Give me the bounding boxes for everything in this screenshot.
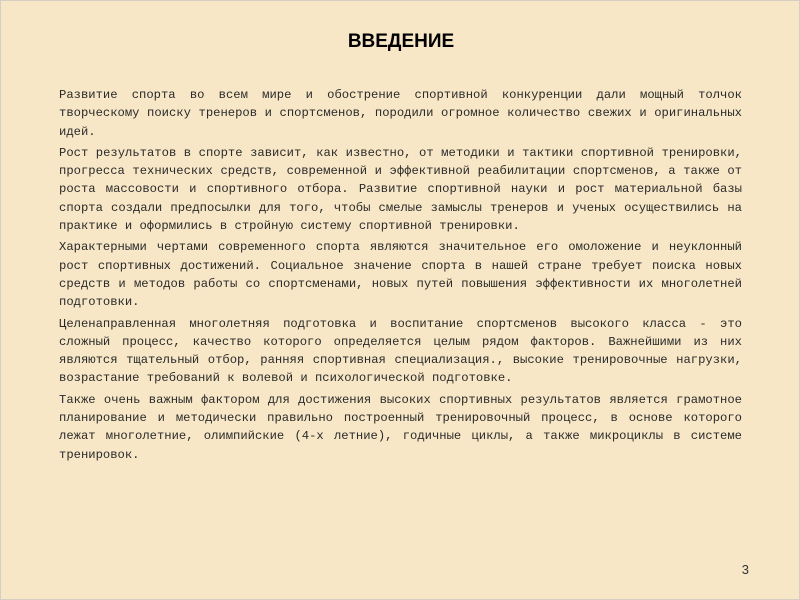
slide-title: ВВЕДЕНИЕ xyxy=(347,31,455,52)
paragraph-3: Характерными чертами современного спорта являются значительное его омоложение и неуклонный рост спортивных достижений. Социальное значение спорта в нашей стране требует поиска новых средств и методов работы со спортсменами, новых путей повышения эффективности их многолетней подготовки. xyxy=(59,240,742,310)
page-number: 3 xyxy=(741,562,749,577)
paragraph-1: Развитие спорта во всем мире и обострение спортивной конкуренции дали мощный толчок творческому поиску тренеров и спортсменов, породили огромное количество свежих и оригинальных идей. xyxy=(59,88,742,139)
paragraph-4: Целенаправленная многолетняя подготовка и воспитание спортсменов высокого класса - это сложный процесс, качество которого определяется целым рядом факторов. Важнейшими из них являются тщательный отбор, ранняя спортивная специализация., высокие тренировочные нагрузки, возрастание требований к волевой и психологической подготовке. xyxy=(59,316,742,386)
slide-body xyxy=(59,86,742,467)
paragraph-5: Также очень важным фактором для достижения высоких спортивных результатов является грамотное планирование и методически правильно построенный тренировочный процесс, в основе которого лежат многолетние, олимпийские (4-х летние), годичные циклы, а также микроциклы в системе тренировок. xyxy=(59,392,742,462)
paragraph-2: Рост результатов в спорте зависит, как известно, от методики и тактики спортивной тренировки, прогресса технических средств, современной и эффективной реабилитации спортсменов, а также от роста массовости и спортивного отбора. Развитие спортивной науки и рост материальной базы спорта создали предпосылки для того, чтобы смелые замыслы тренеров и ученых осуществились на практике и оформились в стройную систему спортивной тренировки. xyxy=(59,145,742,234)
